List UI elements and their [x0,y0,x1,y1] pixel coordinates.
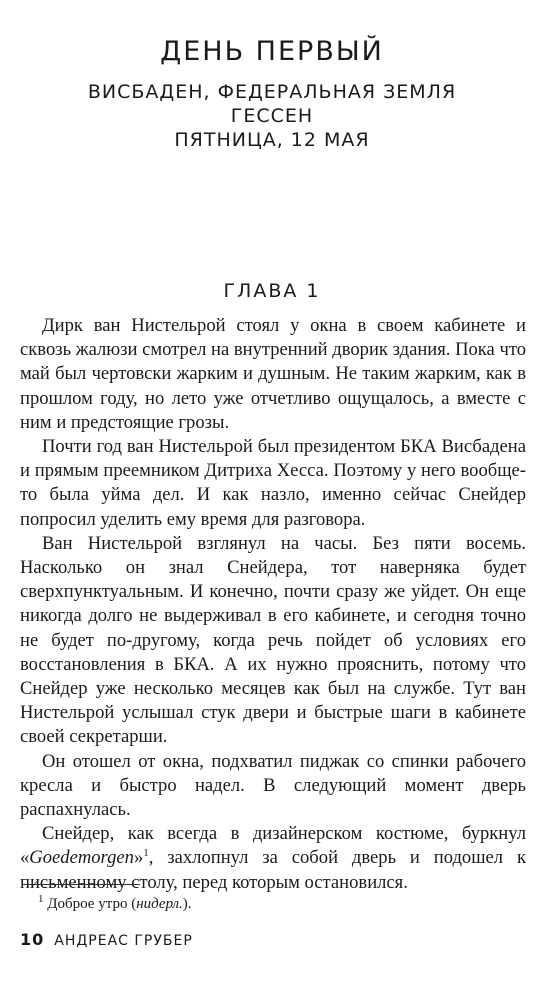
location-line-2: ГЕССЕН [230,105,314,127]
closing-quote: » [133,847,144,869]
location-heading [40,80,504,152]
paragraph-1: Дирк ван Нистельрой стоял у окна в своем кабинете и сквозь жалюзи смотрел на внутренний дворик здания. Пока что май был чертовски жарким и душным. Не таким жарким, как в прошлом году, но лето уже отчетливо ощущалось, а вместе с ним и предстоящие грозы. [20,315,526,433]
footnote-divider [22,884,140,885]
chapter-title: ГЛАВА 1 [223,280,321,302]
running-footer [20,930,524,949]
paragraph-5-start: Снейдер, как всегда в дизайнерском костюме, буркнул « [20,823,526,869]
footnote-number: 1 [38,893,44,905]
location-line-1: ВИСБАДЕН, ФЕДЕРАЛЬНАЯ ЗЕМЛЯ [87,81,457,103]
footnote [38,894,518,914]
paragraph-2: Почти год ван Нистельрой был президентом БКА Висбадена и прямым преемником Дитриха Хесса. Поэтому у него вообще-то была уйма дел. И как назло, именно сейчас Снейдер попросил уделить ему время для разговора. [20,436,526,530]
footnote-text: Доброе утро ( [47,896,137,912]
paragraph-4: Он отошел от окна, подхватил пиджак со спинки рабочего кресла и быстро надел. В следующий момент дверь распахнулась. [20,750,526,821]
paragraph-3: Ван Нистельрой взглянул на часы. Без пяти восемь. Насколько он знал Снейдера, тот наверняка будет сверхпунктуальным. И конечно, почти сразу же уйдет. Он еще никогда долго не выдерживал в его кабинете, и сегодня точно не будет по-другому, когда речь пойдет об условиях его восстановления в БКА. А их нужно прояснить, потому что Снейдер уже несколько месяцев как был на службе. Тут ван Нистельрой услышал стук двери и быстрые шаги в кабинете своей секретарши. [20,532,526,748]
location-line-3: ПЯТНИЦА, 12 МАЯ [174,129,370,151]
foreign-word: Goedemorgen [29,847,134,869]
page-number: 10 [20,930,45,949]
paragraph-5-end: , захлопнул за собой дверь и подошел к письменному столу, перед которым остановился. [20,847,526,893]
author-name: АНДРЕАС ГРУБЕР [54,933,193,949]
footnote-italic: нидерл. [136,896,183,912]
footnote-marker: 1 [143,847,149,860]
chapter-body [20,314,526,895]
footnote-end: ). [182,896,192,912]
day-title: ДЕНЬ ПЕРВЫЙ [160,36,384,67]
